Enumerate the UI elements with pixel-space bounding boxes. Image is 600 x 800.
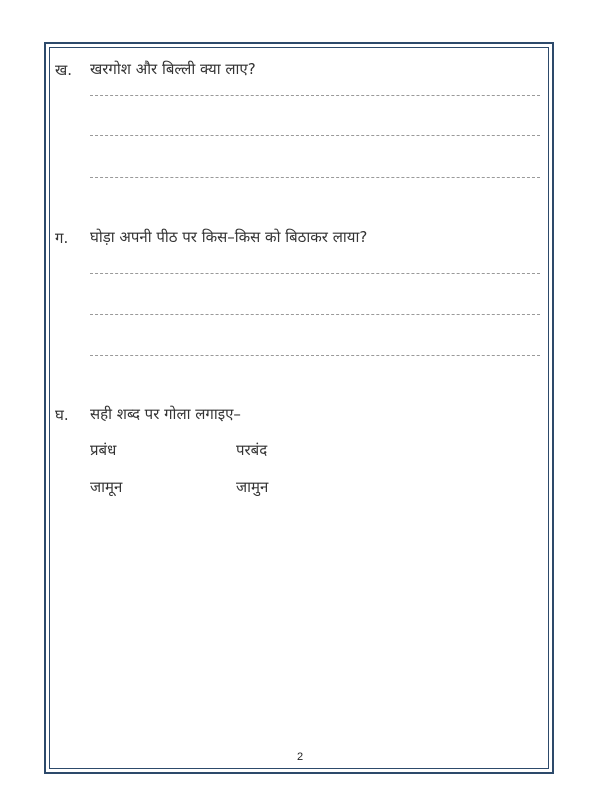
answer-line [90, 355, 540, 356]
answer-line [90, 135, 540, 136]
answer-line [90, 273, 540, 274]
word-option[interactable]: प्रबंध [90, 441, 117, 459]
page-number: 2 [296, 751, 304, 763]
question-number-ga: ग. [55, 229, 69, 247]
question-number-gha: घ. [55, 406, 69, 424]
question-text-gha: सही शब्द पर गोला लगाइए– [90, 405, 241, 423]
question-number-kha: ख. [55, 61, 73, 79]
question-text-kha: खरगोश और बिल्ली क्या लाए? [90, 60, 256, 78]
word-option[interactable]: परबंद [236, 441, 268, 459]
word-option[interactable]: जामून [90, 478, 123, 496]
answer-line [90, 177, 540, 178]
word-option[interactable]: जामुन [236, 478, 269, 496]
question-text-ga: घोड़ा अपनी पीठ पर किस–किस को बिठाकर लाया? [90, 228, 368, 246]
answer-line [90, 95, 540, 96]
answer-line [90, 314, 540, 315]
